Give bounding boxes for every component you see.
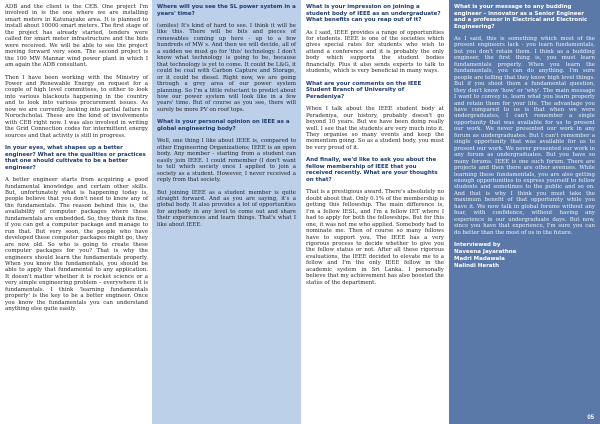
paragraph: A better engineer starts from acquiring a good fundamental knowledge and certain other skills. But, unfortunately what is happening today is, people believe that you don't need to know any of the fundamentals. The reason behind this is, the availability of computer packages where these fundamentals are embedded. So, they think its fine, if you can get a computer package and manage to run that. But very soon, the people who have developed these computer packages might go, they are now old. So who is going to create these computer packages for you? That is why the engineers should learn the fundamentals properly. When you know the fundamentals, you should be able to apply that fundamental to any application. It doesn't matter whether it is rocket science or a very simple engineering problem – everywhere it is fundamentals. I think 'learning fundamentals properly' is the key to be a better engineer. Once you know the fundamentals you can understand anything else quite easily.: [5, 177, 148, 313]
paragraph: (smiles) It's kind of hard to see. I think it will be like this. There will be bits and pieces of renewables coming up here - up to a few hundreds of MW s. And then we will decide, all of a sudden we must go for 'this' technology. I don't know what technology is going to be, because that technology is yet to come. It could be L&G, it could be coal with Carbon Capture and Storage, or it could be diesel. Right now, we are going through a grey area of our power system planning. So I'm a little reluctant to predict about how our power system will look like in a few years' time. But of course as you see, there will surely be more PV on roof tops.: [157, 23, 296, 113]
interview-question: In your eyes, what shapes up a better engineer? What are the qualities or practices that one should cultivate to be a better engineer?: [5, 145, 146, 171]
column-4: [449, 0, 600, 424]
column-3: [301, 0, 449, 424]
paragraph: As I said, IEEE provides a range of opportunities for students. IEEE is one of the societies which gives special rates for students who wish to attend a conference and it is probably the only body which supports the student bodies financially. Plus it also sends experts to talk to students, which is very beneficial in many ways.: [306, 29, 444, 75]
column-1: [0, 0, 152, 424]
interview-question: And finally, we'd like to ask you about the fellow membership of IEEE that you received recently. What are your thoughts on that?: [306, 157, 438, 183]
paragraph: But joining IEEE as a student member is quite straight forward. And as you are saying, it's a global body. It also provides a lot of opportunities for anybody in any level to come out and share their experiences and learn things. That's what I like about IEEE.: [157, 189, 296, 228]
interview-question: What is your impression on joining a student body of IEEE as an undergraduate? What benefits can you reap out of it?: [306, 4, 441, 23]
page-number: 05: [587, 414, 594, 421]
credits-heading: Interviewed by: [454, 242, 501, 249]
interview-question: Where will you see the SL power system in a years' time?: [157, 4, 296, 17]
paragraph: As I said, this is something which most of the present engineers lack - you learn fundamentals, but you don't retain them. I think as a budding engineer, the first thing is, you must learn fundamentals properly. When you learn the fundamentals, you can do anything. I'm sure people are telling that they know high level things. But if you shoot them a fundamental question, they don't know 'how' or 'why'. The main message I want to convey is, learn what you learn properly and retain them for your life. The advantage you have compared to us is that when we were undergraduates, I can't remember a single opportunity that was available for us to present our work. We never presented our work in any forum as undergraduates. But I can't remember a single opportunity that was available for us to present our work. We never presented our work in any forum as undergraduates. But you have so many forums. IEEE is one such forum. There are projects and then there are other avenues. While learning these fundamentals, you are also getting enough opportunities to express yourself to fellow students and sometimes to the public and so on. And that is why I think you must take the maximum benefit of that opportunity while you have it. We now talk in global forums without any fear, with confidence, without having any experience in our undergraduate days. But now, since you have that experience, I'm sure you can do better than the most of us in the future.: [454, 36, 595, 236]
interview-question: What is your personal opinion on IEEE as a global engineering body?: [157, 119, 290, 132]
interview-credits: [454, 242, 595, 270]
interview-question: What is your message to any budding engineer – innovator as a Senior Engineer and a professor in Electrical and Electronic Engineering?: [454, 4, 588, 30]
credit-name: Nalindi Herath: [454, 263, 500, 270]
interview-question: What are your comments on the IEEE Student Branch of University of Peradeniya?: [306, 80, 422, 100]
paragraph: Well, one thing I like about IEEE is, compared to other Engineering Organizations; IEEE is an open body. Any member - starting from a student can easily join IEEE. I could remember (I don't want to tell which society once I applied to join a society as a student. However, I never received a reply from that society.: [157, 138, 296, 184]
paragraph: Then I have been working with the Ministry of Power and Renewable Energy on request for a couple of high level committees, to either to look into various blackouts happening in the country and to look into various procurement issues. As now we are currently looking into partial failure in Norochcholai. These are the kind of involvements with CEB right now. I was also involved in writing the Grid Connection codes for intermittent energy sources and that activity is still in progress.: [5, 74, 148, 139]
credit-name: Naveena Jayarathne: [454, 249, 517, 256]
paragraph: ADB and the client is the CEB. One project I'm involved in is the one where we are installing smart meters in Katunayake area. It is planned to install about 10000 smart meters. The first stage of the project has already started, tenders were called for smart meter infrastructure and the bids were received. We will be able to see the project moving forward very soon. The second project is the 100 MW Mannar wind power plant in which I am again the ADB consultant.: [5, 4, 148, 69]
credit-name: Madri Madawala: [454, 256, 505, 263]
paragraph: When I talk about the IEEE student body at Peradeniya, our history, probably doesn't go beyond 10 years. But we have been doing really well. I see that the students are very much into it. They organise so many events and keep the momentum going. So as a student body, you must be very proud of it.: [306, 106, 444, 151]
paragraph: That is a prestigious award. There's absolutely no doubt about that. Only 0.1% of the membership is getting this fellowship. The main difference is, I'm a fellow IESL, and I'm a fellow IET where I had to apply for both the fellowships. But for this one, it was not me who applied. Somebody had to nominate me. Then of course so many fellows have to support you. The IEEE has a very rigorous process to decide whether to give you the fellow status or not. After all these rigorous evaluations, the IEEE decided to elevate me to a fellow and I'm the only IEEE fellow in the academic system in Sri Lanka. I personally believe that my achievement has also boosted the status of the department.: [306, 189, 444, 286]
column-2: [152, 0, 301, 424]
